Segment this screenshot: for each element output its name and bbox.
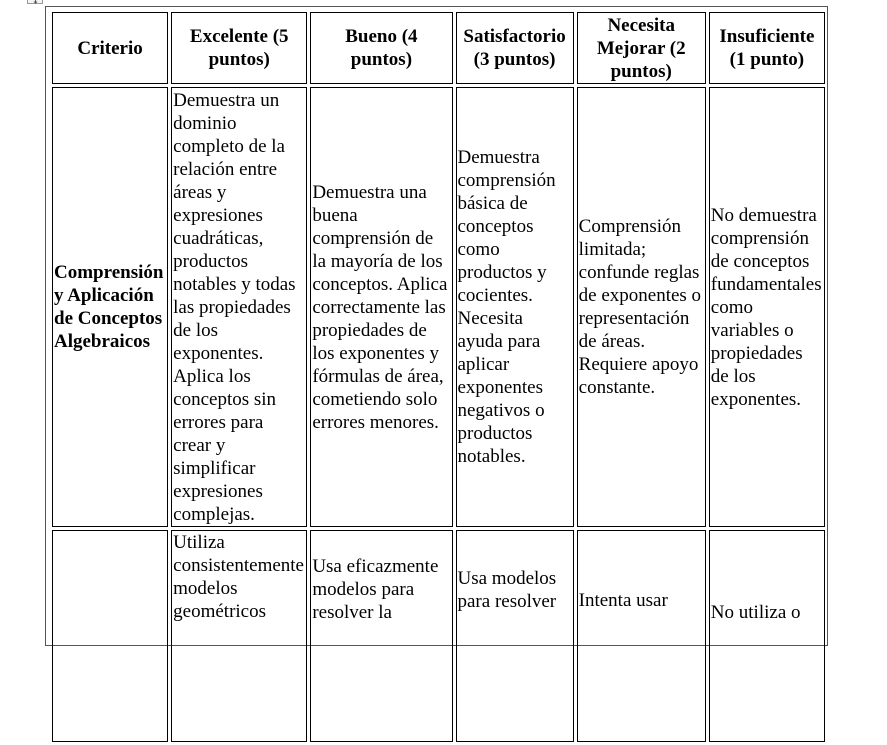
rubric-cell-excelente: Utiliza consistentemente modelos geométricos	[171, 530, 307, 742]
rubric-cell-insuficiente: No demuestra comprensión de conceptos fundamentales como variables o propiedades de los exponentes.	[709, 87, 825, 527]
rubric-cell-satisfactorio: Usa modelos para resolver	[456, 530, 574, 742]
rubric-cell-bueno: Usa eficazmente modelos para resolver la	[310, 530, 452, 742]
header-excelente: Excelente (5 puntos)	[171, 12, 307, 84]
rubric-cell-satisfactorio: Demuestra comprensión básica de conceptos como productos y cocientes. Necesita ayuda para aplicar exponentes negativos o productos notables.	[456, 87, 574, 527]
rubric-table-frame	[45, 6, 828, 646]
header-necesita-mejorar: Necesita Mejorar (2 puntos)	[577, 12, 706, 84]
table-row	[52, 530, 825, 742]
header-criterio: Criterio	[52, 12, 168, 84]
header-bueno: Bueno (4 puntos)	[310, 12, 452, 84]
rubric-cell-necesita-mejorar: Comprensión limitada; confunde reglas de exponentes o representación de áreas. Requiere apoyo constante.	[577, 87, 706, 527]
move-arrows-icon	[31, 0, 40, 4]
criterion-cell	[52, 530, 168, 742]
rubric-cell-bueno: Demuestra una buena comprensión de la mayoría de los conceptos. Aplica correctamente las propiedades de los exponentes y fórmulas de área, cometiendo solo errores menores.	[310, 87, 452, 527]
rubric-table	[49, 9, 828, 745]
rubric-cell-necesita-mejorar: Intenta usar	[577, 530, 706, 742]
table-row	[52, 87, 825, 527]
criterion-cell: Comprensión y Aplicación de Conceptos Algebraicos	[52, 87, 168, 527]
header-insuficiente: Insuficiente (1 punto)	[709, 12, 825, 84]
header-row	[52, 12, 825, 84]
table-move-handle[interactable]	[27, 0, 43, 4]
header-satisfactorio: Satisfactorio (3 puntos)	[456, 12, 574, 84]
rubric-cell-excelente: Demuestra un dominio completo de la relación entre áreas y expresiones cuadráticas, productos notables y todas las propiedades de los exponentes. Aplica los conceptos sin errores para crear y simplificar expresiones complejas.	[171, 87, 307, 527]
rubric-cell-insuficiente: No utiliza o	[709, 530, 825, 742]
